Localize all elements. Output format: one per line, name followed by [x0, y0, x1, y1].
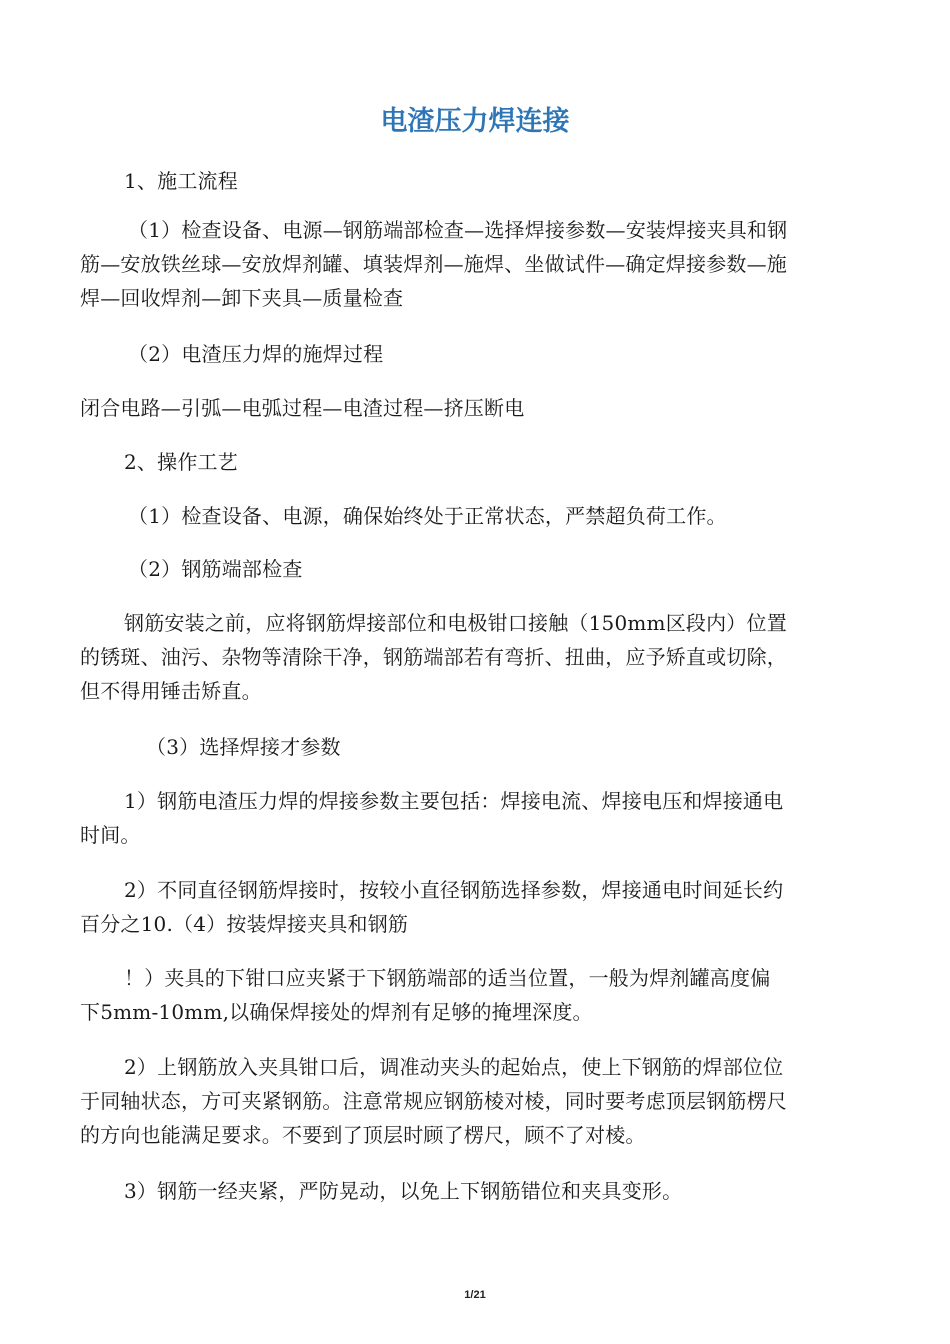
section-heading-2: 2、操作工艺: [124, 450, 238, 474]
subheading-welding-process: （2）电渣压力焊的施焊过程: [128, 342, 384, 366]
subheading-end-check: （2）钢筋端部检查: [128, 557, 303, 581]
document-title: 电渣压力焊连接: [380, 106, 570, 137]
paragraph-parameters-2: 2）不同直径钢筋焊接时，按较小直径钢筋选择参数，焊接通电时间延长约 百分之10.（4）按装焊接夹具和钢筋: [80, 878, 784, 936]
paragraph-end-check: 钢筋安装之前，应将钢筋焊接部位和电极钳口接触（150mm区段内）位置 的锈斑、油污、杂物等清除干净，钢筋端部若有弯折、扭曲，应予矫直或切除， 但不得用锤击矫直。: [80, 611, 787, 703]
section-heading-1: 1、施工流程: [124, 169, 238, 193]
page-number: 1/21: [464, 1289, 486, 1301]
paragraph-clamp-2: 2）上钢筋放入夹具钳口后，调准动夹头的起始点，使上下钢筋的焊部位位 于同轴状态，方可夹紧钢筋。注意常规应钢筋棱对棱，同时要考虑顶层钢筋楞尺 的方向也能满足要求。不要到了顶层时顾了楞尺，顾不了对棱。: [80, 1055, 787, 1147]
paragraph-clamp-1: ！）夹具的下钳口应夹紧于下钢筋端部的适当位置，一般为焊剂罐高度偏 下5mm-10mm,以确保焊接处的焊剂有足够的掩埋深度。: [80, 966, 771, 1024]
subheading-select-parameters: （3）选择焊接才参数: [146, 735, 341, 759]
paragraph-parameters-1: 1）钢筋电渣压力焊的焊接参数主要包括：焊接电流、焊接电压和焊接通电 时间。: [80, 789, 784, 847]
paragraph-clamp-3: 3）钢筋一经夹紧，严防晃动，以免上下钢筋错位和夹具变形。: [124, 1179, 683, 1203]
paragraph-process-flow: （1）检查设备、电源—钢筋端部检查—选择焊接参数—安装焊接夹具和钢 筋—安放铁丝球—安放焊剂罐、填装焊剂—施焊、坐做试件—确定焊接参数—施 焊—回收焊剂—卸下夹具—质量检查: [80, 218, 788, 310]
paragraph-welding-steps: 闭合电路—引弧—电弧过程—电渣过程—挤压断电: [80, 396, 525, 420]
paragraph-check-equipment: （1）检查设备、电源，确保始终处于正常状态，严禁超负荷工作。: [128, 504, 727, 528]
